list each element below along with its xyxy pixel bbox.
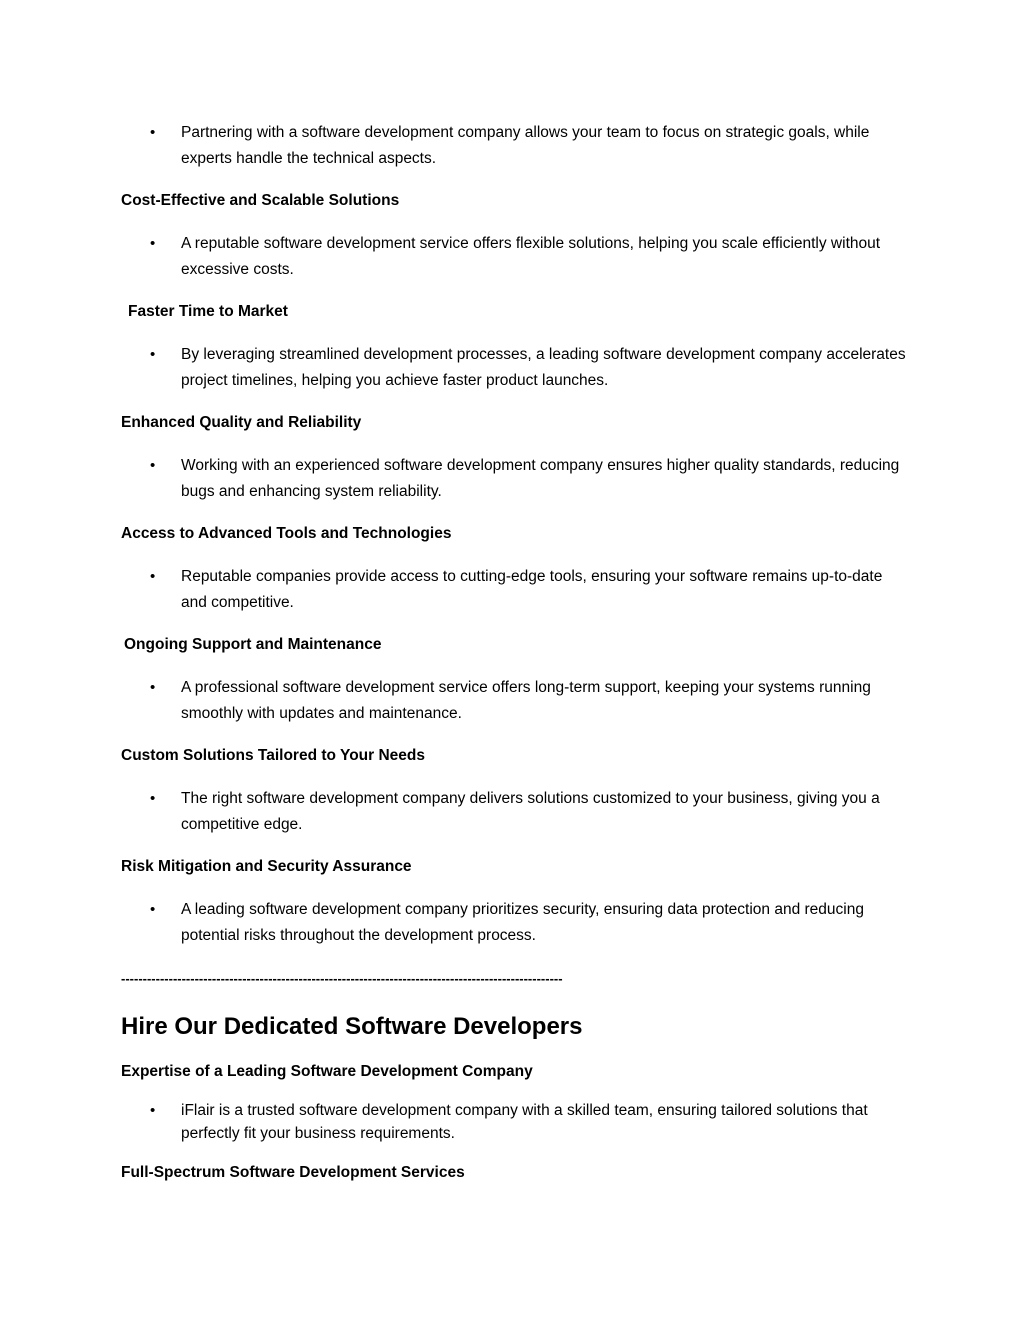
divider-line: ------------------------------------------------------------------------------------------------------ [121, 971, 563, 986]
bullet-icon: • [150, 568, 156, 585]
bullet-text: A reputable software development service offers flexible solutions, helping you scale efficiently without excessive costs. [181, 235, 881, 278]
section-heading: Risk Mitigation and Security Assurance [121, 858, 412, 875]
bullet-text: A leading software development company prioritizes security, ensuring data protection and reducing potential risks throughout the development process. [181, 901, 864, 944]
section-heading: Faster Time to Market [128, 303, 288, 320]
section-heading: Custom Solutions Tailored to Your Needs [121, 747, 425, 764]
section-heading: Cost-Effective and Scalable Solutions [121, 192, 400, 209]
bullet-text: Working with an experienced software development company ensures higher quality standards, reducing bugs and enhancing system reliability. [181, 457, 900, 500]
bullet-text: The right software development company delivers solutions customized to your business, giving you a competitive edge. [181, 790, 880, 833]
bullet-icon: • [150, 679, 156, 696]
bullet-text: Reputable companies provide access to cutting-edge tools, ensuring your software remains up-to-date and competitive. [181, 568, 883, 611]
bullet-icon: • [150, 790, 156, 807]
section-heading: Ongoing Support and Maintenance [124, 636, 382, 653]
bullet-text: By leveraging streamlined development processes, a leading software development company accelerates project timelines, helping you achieve faster product launches. [181, 346, 906, 389]
section-heading: Expertise of a Leading Software Development Company [121, 1063, 533, 1080]
bullet-text: A professional software development service offers long-term support, keeping your systems running smoothly with updates and maintenance. [181, 679, 871, 722]
bullet-icon: • [150, 346, 156, 363]
bullet-text: iFlair is a trusted software development company with a skilled team, ensuring tailored solutions that perfectly fit your business requirements. [181, 1102, 868, 1142]
section-heading: Enhanced Quality and Reliability [121, 414, 362, 431]
bullet-icon: • [150, 124, 156, 141]
bullet-icon: • [150, 1102, 156, 1119]
section-heading: Access to Advanced Tools and Technologies [121, 525, 452, 542]
bullet-icon: • [150, 457, 156, 474]
page-title: Hire Our Dedicated Software Developers [121, 1013, 583, 1040]
section-heading: Full-Spectrum Software Development Services [121, 1164, 465, 1181]
bullet-icon: • [150, 235, 156, 252]
bullet-text: Partnering with a software development company allows your team to focus on strategic goals, while experts handle the technical aspects. [181, 124, 870, 167]
bullet-icon: • [150, 901, 156, 918]
